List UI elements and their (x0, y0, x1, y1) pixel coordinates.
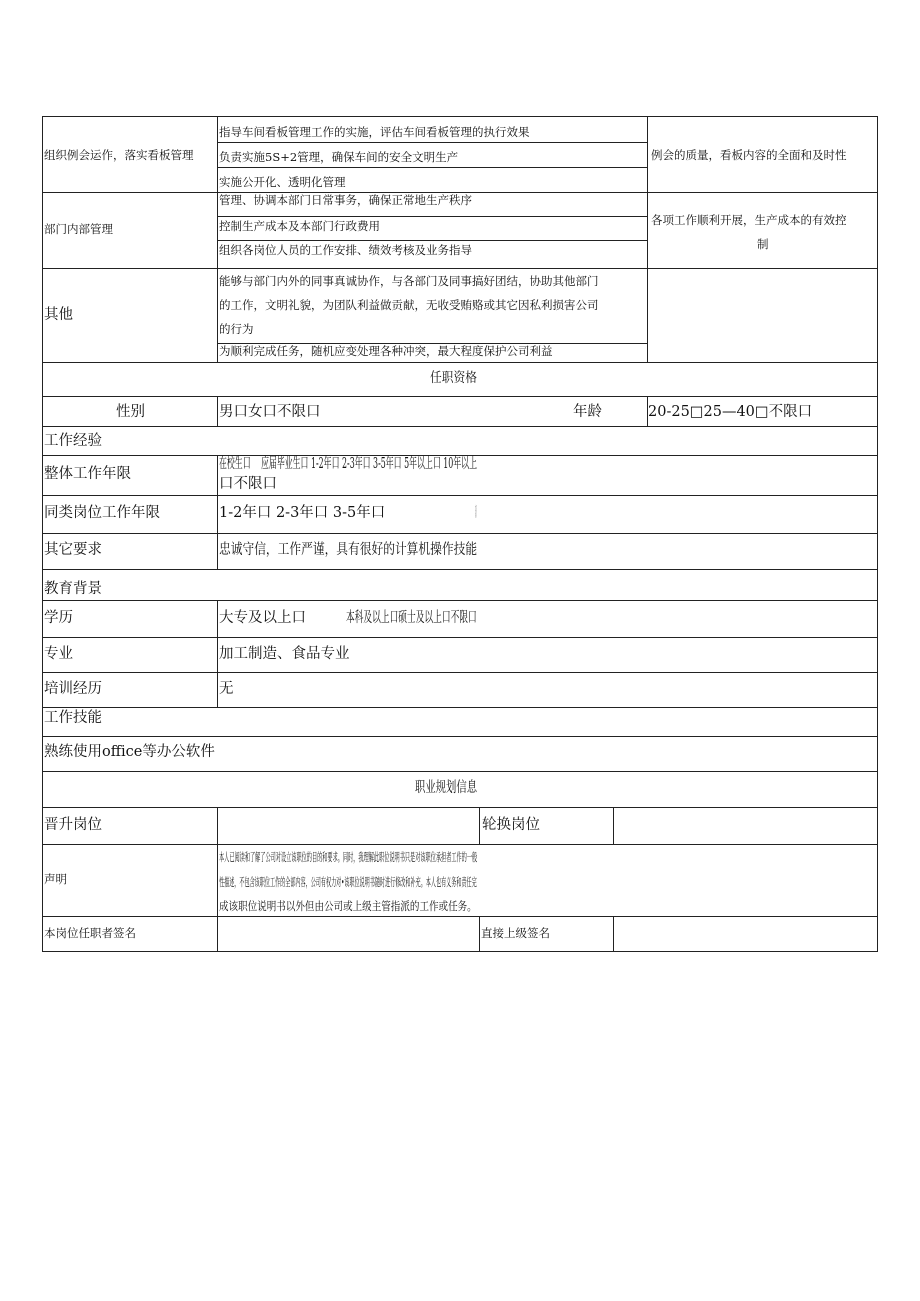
rotation-label: 轮换岗位 (482, 817, 540, 833)
skills-section: 工作技能 (44, 710, 102, 726)
gender-label: 性别 (116, 404, 145, 420)
total-years-line2[interactable]: 口不限口 (219, 476, 277, 492)
declaration-label: 声明 (44, 872, 67, 886)
training-value: 无 (219, 681, 234, 697)
other-req-label: 其它要求 (44, 542, 102, 558)
training-label: 培训经历 (44, 681, 102, 697)
same-years-value-b[interactable]: 5年以上口 不限口 (475, 505, 477, 521)
duty-task-2-3: 组织各岗位人员的工作安排、绩效考核及业务指导 (219, 243, 472, 257)
duty-task-2-2: 控制生产成本及本部门行政费用 (219, 219, 380, 233)
supervisor-signature-label: 直接上级签名 (481, 926, 550, 940)
degree-label: 学历 (44, 610, 73, 626)
duty-task-1-1: 指导车间看板管理工作的实施，评估车间看板管理的执行效果 (219, 125, 530, 139)
qualifications-title: 任职资格 (430, 370, 477, 386)
career-title: 职业规划信息 (415, 780, 478, 796)
duty-task-3-2: 为顺利完成任务，随机应变处理各种冲突，最大程度保护公司利益 (219, 344, 553, 358)
same-years-value-a[interactable]: 1-2年口 2-3年口 3-5年口 (219, 505, 386, 521)
duty-task-3-line2: 的工作，文明礼貌，为团队利益做贡献，无收受贿赂或其它因私利损害公司 (219, 298, 599, 312)
same-years-label: 同类岗位工作年限 (44, 505, 160, 521)
duty-standard-1: 例会的质量，看板内容的全面和及时性 (651, 148, 847, 162)
duty-area-3: 其他 (44, 307, 73, 323)
duty-task-1-3: 实施公开化、透明化管理 (219, 175, 346, 189)
duty-area-2: 部门内部管理 (44, 222, 113, 236)
duty-task-3-line3: 的行为 (219, 322, 254, 336)
duty-standard-2-line1: 各项工作顺利开展，生产成本的有效控 (651, 213, 847, 227)
duty-standard-2-line2: 制 (757, 237, 769, 251)
declaration-line2: 性描述，不包含该职位工作的全部内容，公司有权力对•该职位说明书随时进行修改和补充。本人也有义务和责任完 (219, 875, 477, 889)
gender-value[interactable]: 男口女口不限口 (219, 404, 321, 420)
duty-area-1: 组织例会运作，落实看板管理 (44, 148, 194, 162)
age-value[interactable]: 20-25□25—40□不限口 (648, 404, 813, 420)
holder-signature-label: 本岗位任职者签名 (44, 926, 136, 940)
education-section: 教育背景 (44, 581, 102, 597)
other-req-value: 忠诚守信，工作严谨，具有很好的计算机操作技能 (219, 542, 478, 558)
promotion-label: 晋升岗位 (44, 817, 102, 833)
degree-value-a[interactable]: 大专及以上口 (219, 610, 306, 626)
declaration-line3: 成该职位说明书以外但由公司或上级主管指派的工作或任务。 (219, 899, 477, 913)
skills-value: 熟练使用office等办公软件 (44, 744, 215, 760)
experience-section: 工作经验 (44, 433, 102, 449)
major-value: 加工制造、食品专业 (219, 646, 350, 662)
duty-task-3-line1: 能够与部门内外的同事真诚协作，与各部门及同事搞好团结，协助其他部门 (219, 274, 599, 288)
major-label: 专业 (44, 646, 73, 662)
declaration-line1: 本人已阅读和了解了公司对设立该职位的目的和要求。同时，我理解此职位说明书只是对该职位承担者工作的一般 (219, 850, 478, 864)
degree-value-b[interactable]: 本科及以上口硕士及以上口不限口 (346, 610, 477, 626)
age-label: 年龄 (573, 404, 602, 420)
total-years-label: 整体工作年限 (44, 466, 131, 482)
duty-task-1-2: 负责实施5S+2管理，确保车间的安全文明生产 (219, 150, 459, 164)
total-years-line1[interactable]: 在校生口 应届毕业生口 1-2年口 2-3年口 3-5年口 5年以上口 10年以上 (219, 456, 477, 472)
duty-task-2-1: 管理、协调本部门日常事务，确保正常地生产秩序 (219, 193, 472, 207)
